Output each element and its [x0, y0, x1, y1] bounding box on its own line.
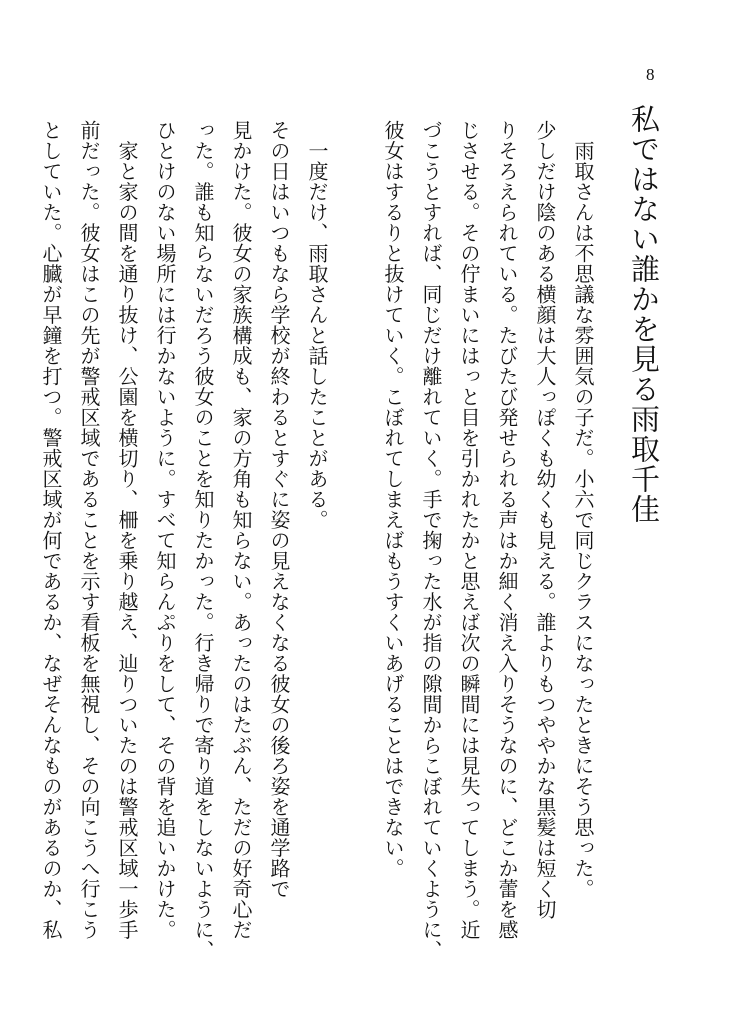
page-number: 8 — [646, 65, 655, 84]
blank-line — [339, 120, 371, 970]
text-column: 少しだけ陰のある横顔は大人っぽくも幼くも見える。誰よりもつややかな黒髪は短く切 — [533, 120, 557, 920]
text-column: った。誰も知らないだろう彼女のことを知りたかった。行き帰りで寄り道をしないように、 — [191, 120, 215, 961]
chapter-title: 私ではない誰かを見る雨取千佳 — [627, 104, 661, 524]
text-column: としていた。心臓が早鐘を打つ。警戒区域が何であるか、なぜそんなものがあるのか、私 — [39, 120, 63, 940]
text-column: りそろえられている。たびたび発せられる声はか細く消え入りそうなのに、どこか蕾を感 — [495, 120, 519, 940]
text-column: じさせる。その佇まいにはっと目を引かれたかと思えば次の瞬間には見失ってしまう。近 — [457, 120, 481, 940]
text-column: 前だった。彼女はこの先が警戒区域であることを示す看板を無視し、その向こうへ行こう — [77, 120, 101, 940]
text-column: 見かけた。彼女の家族構成も、家の方角も知らない。あったのはたぶん、ただの好奇心だ — [229, 120, 253, 940]
text-column: その日はいつもなら学校が終わるとすぐに姿の見えなくなる彼女の後ろ姿を通学路で — [267, 120, 291, 899]
text-column: づこうとすれば、同じだけ離れていく。手で掬った水が指の隙間からこぼれていくように、 — [419, 120, 443, 961]
text-column: 家と家の間を通り抜け、公園を横切り、柵を乗り越え、辿りついたのは警戒区域一歩手 — [115, 120, 139, 940]
text-column: 彼女はするりと抜けていく。こぼれてしまえばもうすくいあげることはできない。 — [381, 120, 405, 879]
text-column: 雨取さんは不思議な雰囲気の子だ。小六で同じクラスになったときにそう思った。 — [571, 120, 595, 899]
text-column: 一度だけ、雨取さんと話したことがある。 — [305, 120, 329, 530]
text-column: ひとけのない場所には行かないように。すべて知らんぷりをして、その背を追いかけた。 — [153, 120, 177, 940]
